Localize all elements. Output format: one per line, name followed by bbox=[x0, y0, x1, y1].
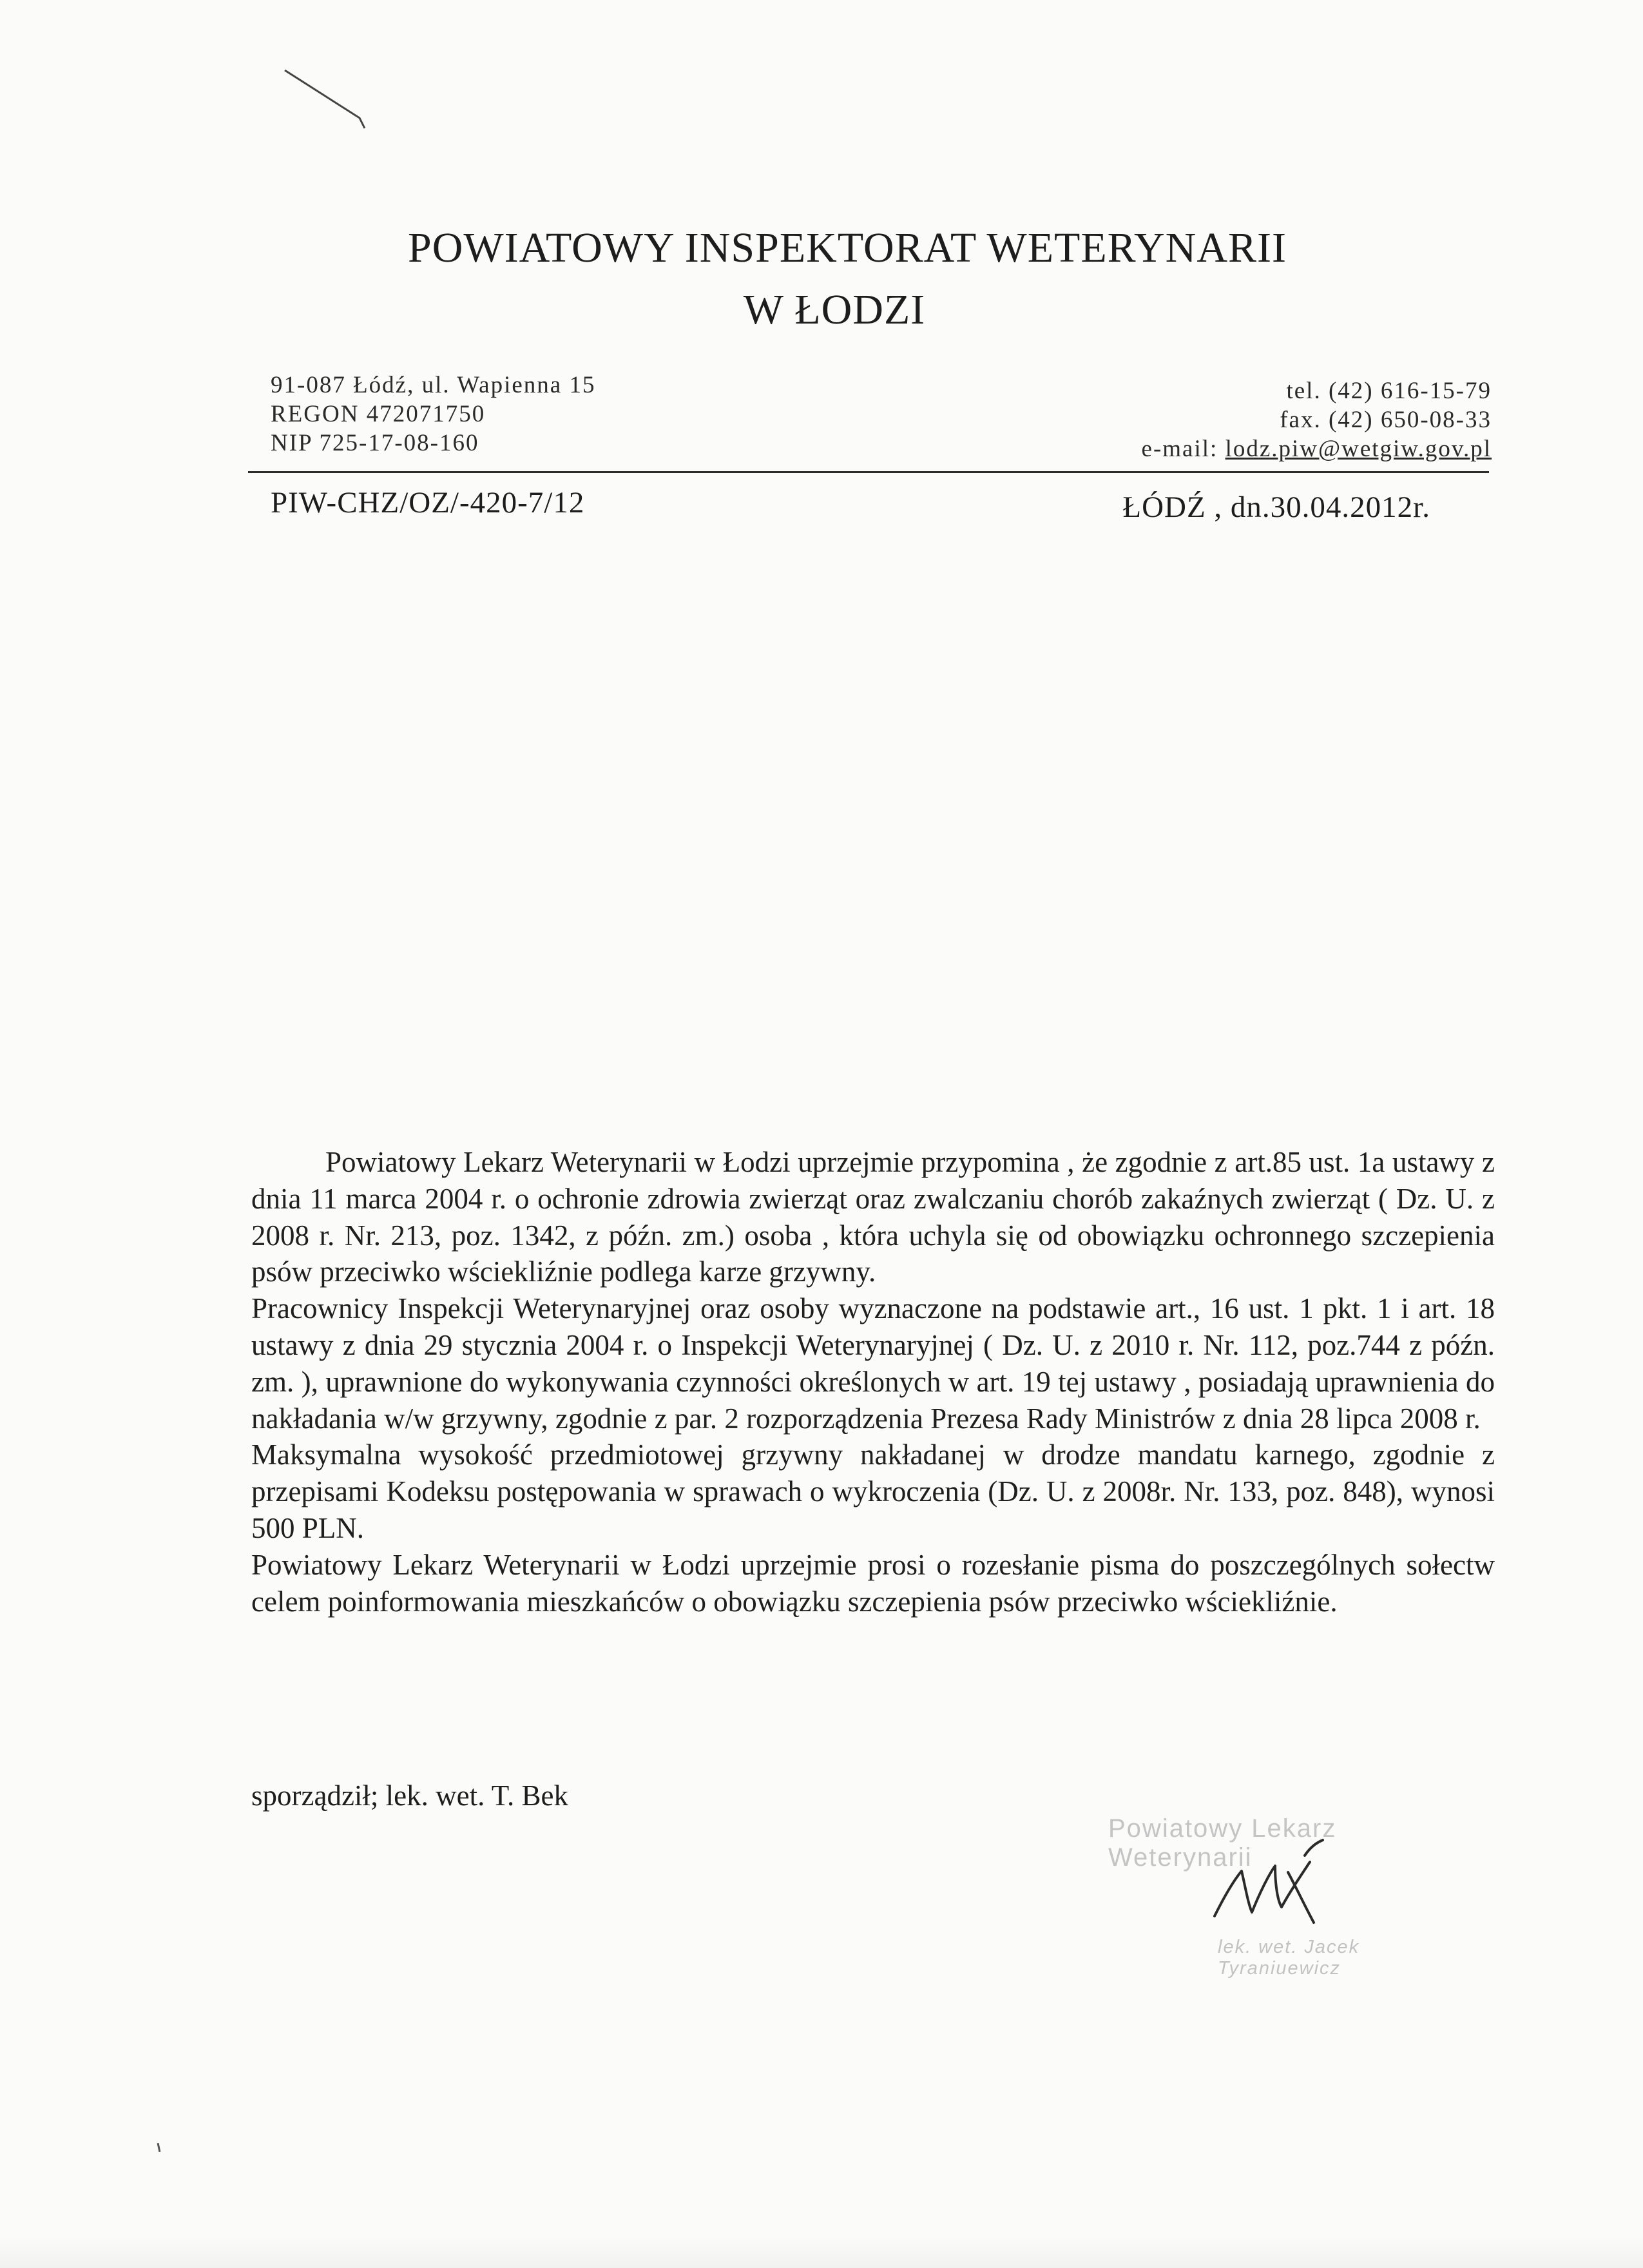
contact-block bbox=[1142, 376, 1492, 463]
body-paragraph: Powiatowy Lekarz Weterynarii w Łodzi uprzejmie przypomina , że zgodnie z art.85 ust. 1a ustawy z dnia 11 marca 2004 r. o ochronie zdrowia zwierząt oraz zwalczaniu chorób zakaźnych zwierząt ( Dz. U. z 2008 r. Nr. 213, poz. 1342, z późn. zm.) osoba , która uchyla się od obowiązku ochronnego szczepienia psów przeciwko wściekliźnie podlega karze grzywny. bbox=[251, 1146, 1495, 1288]
body-paragraph: Maksymalna wysokość przedmiotowej grzywny nakładanej w drodze mandatu karnego, zgodnie z przepisami Kodeksu postępowania w sprawach o wykroczenia (Dz. U. z 2008r. Nr. 133, poz. 848), wynosi 500 PLN. bbox=[251, 1439, 1495, 1544]
institution-title: POWIATOWY INSPEKTORAT WETERYNARII bbox=[408, 224, 1287, 271]
regon-number: REGON 472071750 bbox=[271, 401, 486, 427]
body-paragraph: Powiatowy Lekarz Weterynarii w Łodzi uprzejmie prosi o rozesłanie pisma do poszczególnych sołectw celem poinformowania mieszkańców o obowiązku szczepienia psów przeciwko wściekliźnie. bbox=[251, 1548, 1495, 1618]
stamp-name: lek. wet. Jacek Tyraniuewicz bbox=[1218, 1937, 1360, 1979]
phone-number: tel. (42) 616-15-79 bbox=[1286, 378, 1492, 404]
reference-number: PIW-CHZ/OZ/-420-7/12 bbox=[271, 486, 585, 519]
nip-number: NIP 725-17-08-160 bbox=[271, 430, 479, 456]
header-divider bbox=[248, 471, 1489, 473]
scan-artifact bbox=[157, 2143, 161, 2152]
official-stamp bbox=[1108, 1814, 1469, 1979]
email-line bbox=[1142, 434, 1492, 463]
document-date: ŁÓDŹ , dn.30.04.2012r. bbox=[1122, 490, 1430, 524]
letter-body bbox=[251, 1144, 1495, 1620]
email-link[interactable]: lodz.piw@wetgiw.gov.pl bbox=[1225, 436, 1492, 462]
scan-edge bbox=[0, 2236, 1643, 2268]
institution-city: W ŁODZI bbox=[743, 286, 926, 333]
address-block bbox=[271, 371, 595, 458]
stamp-title: Powiatowy Lekarz Weterynarii bbox=[1108, 1814, 1337, 1872]
fax-number: fax. (42) 650-08-33 bbox=[1280, 407, 1492, 433]
body-paragraph: Pracownicy Inspekcji Weterynaryjnej oraz osoby wyznaczone na podstawie art., 16 ust. 1 pkt. 1 i art. 18 ustawy z dnia 29 stycznia 2004 r. o Inspekcji Weterynaryjnej ( Dz. U. z 2010 r. Nr. 112, poz.744 z późn. zm. ), uprawnione do wykonywania czynności określonych w art. 19 tej ustawy , posiadają uprawnienia do nakładania w/w grzywny, zgodnie z par. 2 rozporządzenia Prezesa Rady Ministrów z dnia 28 lipca 2008 r. bbox=[251, 1292, 1495, 1435]
email-label: e-mail: bbox=[1141, 436, 1225, 462]
prepared-by: sporządził; lek. wet. T. Bek bbox=[251, 1779, 568, 1812]
handwritten-signature bbox=[1208, 1834, 1331, 1930]
street-address: 91-087 Łódź, ul. Wapienna 15 bbox=[271, 372, 596, 398]
scan-mark bbox=[283, 68, 374, 132]
